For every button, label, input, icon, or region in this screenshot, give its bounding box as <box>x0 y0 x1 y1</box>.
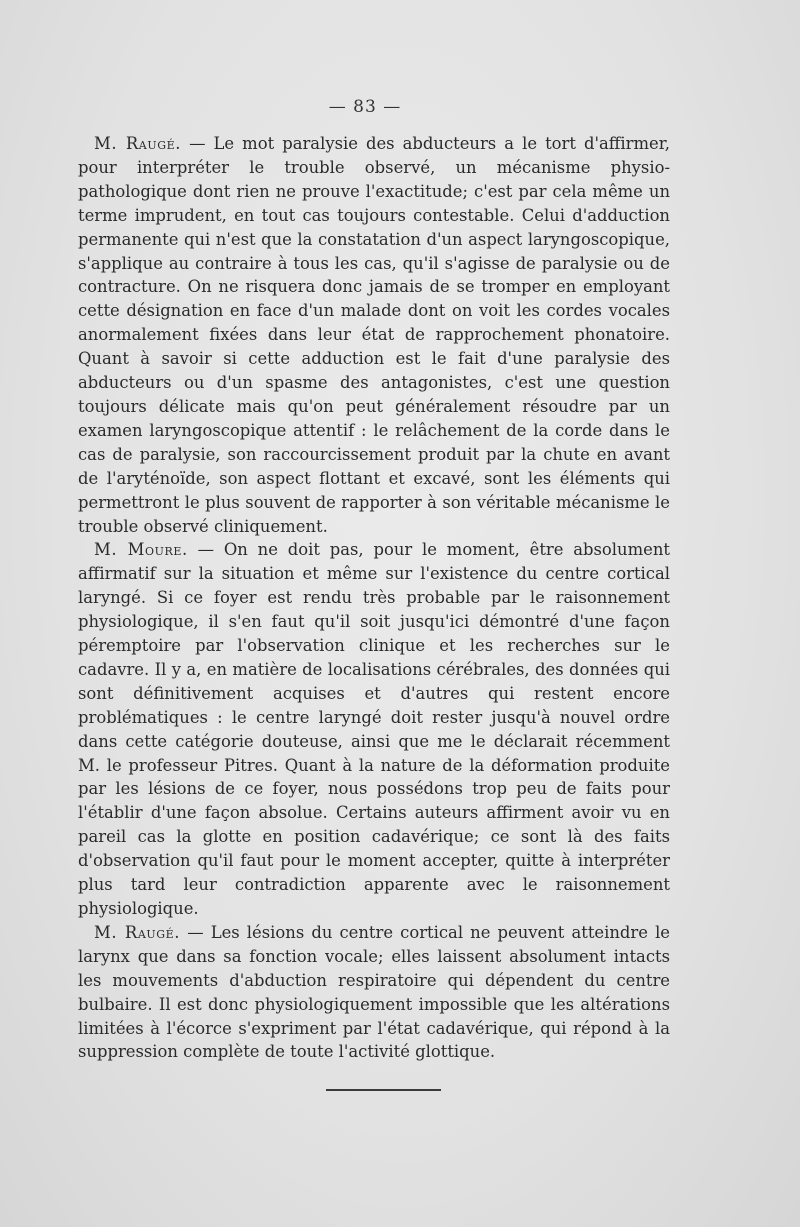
body-text <box>78 132 670 1064</box>
paragraph-moure <box>78 538 670 921</box>
paragraph-text: — Le mot paralysie des abducteurs a le tort d'affirmer, pour interpréter le trouble observé, un mécanisme physio-pathologique dont rien ne prouve l'exactitude; c'est par cela même un terme imprudent, en tout cas toujours contestable. Celui d'adduction permanente qui n'est que la constatation d'un aspect laryngoscopique, s'applique au contraire à tous les cas, qu'il s'agisse de paralysie ou de contracture. On ne risquera donc jamais de se tromper en employant cette désignation en face d'un malade dont on voit les cordes vocales anormalement fixées dans leur état de rapprochement phonatoire. Quant à savoir si cette adduction est le fait d'une paralysie des abducteurs ou d'un spasme des antagonistes, c'est une question toujours délicate mais qu'on peut généralement résoudre par un examen laryngoscopique attentif : le relâchement de la corde dans le cas de paralysie, son raccourcissement produit par la chute en avant de l'aryténoïde, son aspect flottant et excavé, sont les éléments qui permettront le plus souvent de rapporter à son véritable mécanisme le trouble observé cliniquement. <box>78 134 670 536</box>
end-rule <box>326 1089 441 1091</box>
speaker-name: M. Raugé. <box>94 134 182 153</box>
paragraph-rauge-1 <box>78 132 670 538</box>
paragraph-text: — Les lésions du centre cortical ne peuvent atteindre le larynx que dans sa fonction vocale; elles laissent absolument intacts les mouvements d'abduction respiratoire qui dépendent du centre bulbaire. Il est donc physiologiquement impossible que les altérations limitées à l'écorce s'expriment par l'état cadavérique, qui répond à la suppression complète de toute l'activité glottique. <box>78 922 671 1062</box>
speaker-name: M. Raugé. <box>94 922 181 942</box>
speaker-name: M. Moure. <box>94 540 188 560</box>
paragraph-rauge-2 <box>78 921 670 1064</box>
paragraph-text: — On ne doit pas, pour le moment, être absolument affirmatif sur la situation et même sur l'existence du centre cortical laryngé. Si ce foyer est rendu très probable par le raisonnement physiologique, il s'en faut qu'il soit jusqu'ici démontré d'une façon péremptoire par l'observation clinique et les recherches sur le cadavre. Il y a, en matière de localisations cérébrales, des données qui sont définitivement acquises et d'autres qui restent encore problématiques : le centre laryngé doit rester jusqu'à nouvel ordre dans cette catégorie douteuse, ainsi que me le déclarait récemment M. le professeur Pitres. Quant à la nature de la déformation produite par les lésions de ce foyer, nous possédons trop peu de faits pour l'établir d'une façon absolue. Certains auteurs affirment avoir vu en pareil cas la glotte en position cadavérique; ce sont là des faits d'observation qu'il faut pour le moment accepter, quitte à interpréter plus tard leur contradiction apparente avec le raisonnement physiologique. <box>78 540 670 918</box>
page-number: — 83 — <box>328 97 402 117</box>
